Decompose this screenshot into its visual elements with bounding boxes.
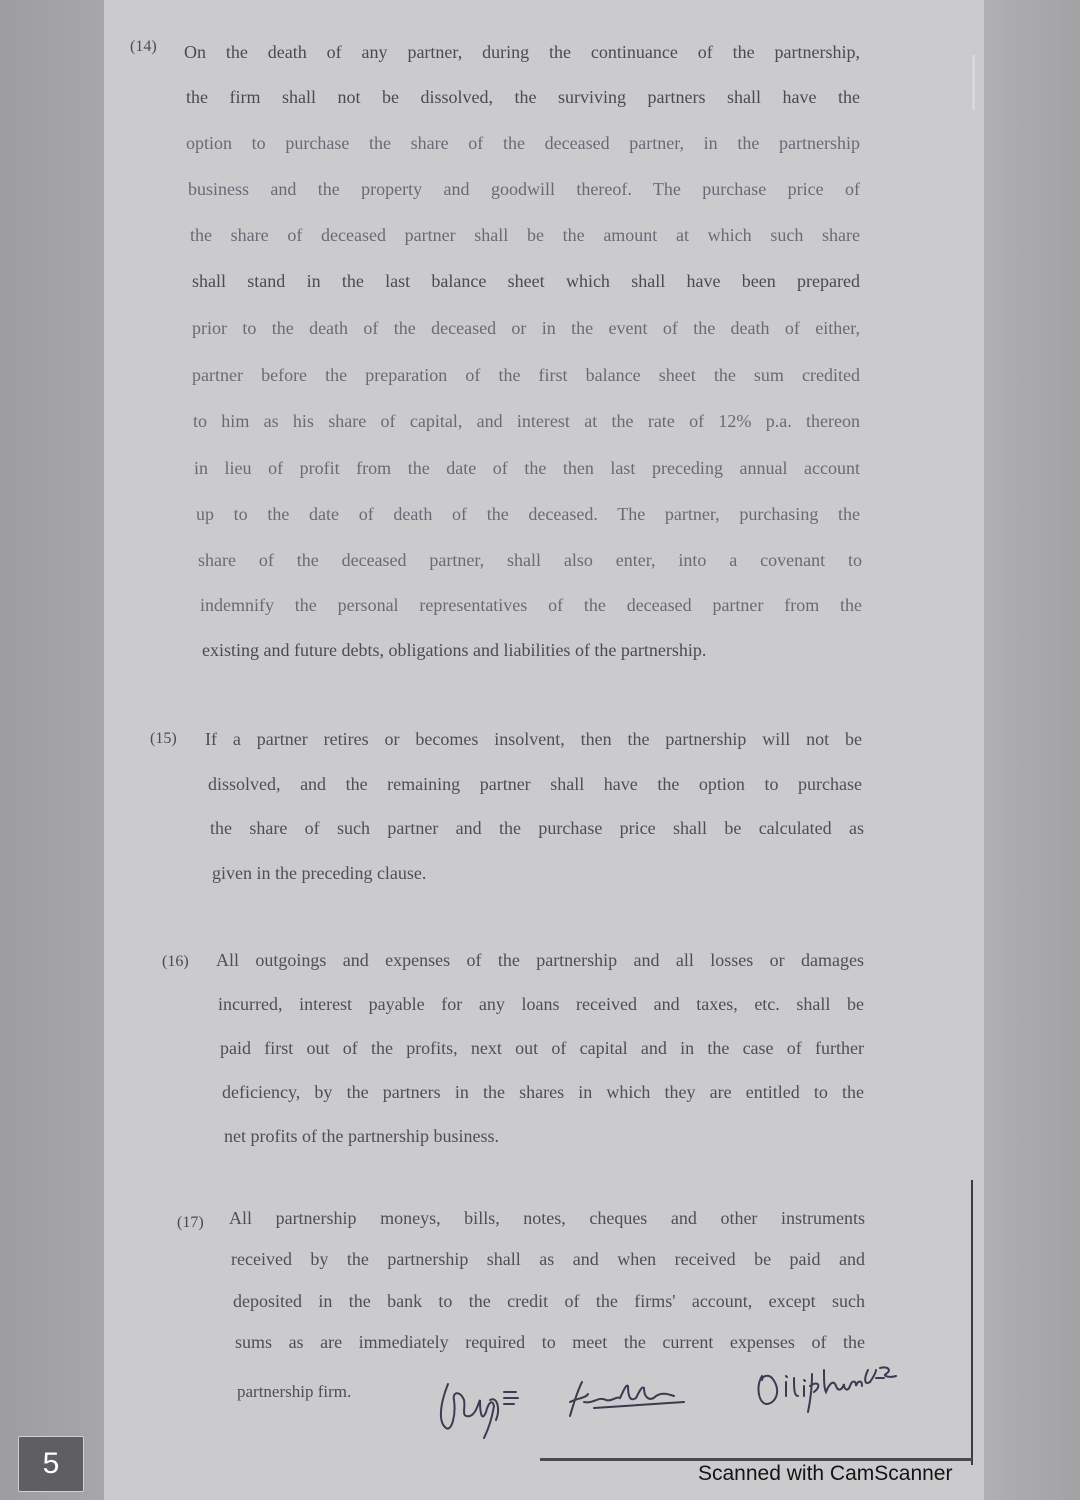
clause-number: (15)	[150, 730, 177, 747]
clause-line: to him as his share of capital, and interest at the rate of 12% p.a. thereon	[193, 411, 860, 431]
page-number-badge: 5	[18, 1436, 84, 1492]
clause-line: paid first out of the profits, next out of capital and in the case of further	[220, 1038, 864, 1058]
clause-line: the share of deceased partner shall be the amount at which such share	[190, 225, 860, 245]
clause-number: (17)	[177, 1214, 204, 1231]
clause-line: business and the property and goodwill thereof. The purchase price of	[188, 179, 860, 199]
signature-ajay	[430, 1370, 530, 1445]
clause-line: prior to the death of the deceased or in the event of the death of either,	[192, 318, 860, 338]
clause-line: sums as are immediately required to meet the current expenses of the	[235, 1332, 865, 1352]
clause-line: option to purchase the share of the deceased partner, in the partnership	[186, 133, 860, 153]
clause-line: shall stand in the last balance sheet which shall have been prepared	[192, 271, 860, 291]
clause-line: the share of such partner and the purchase price shall be calculated as	[210, 818, 864, 838]
left-margin-shadow	[0, 0, 104, 1500]
clause-line: All outgoings and expenses of the partnership and all losses or damages	[216, 950, 864, 970]
clause-line: deficiency, by the partners in the shares in which they are entitled to the	[222, 1082, 864, 1102]
page-edge-mark	[972, 55, 975, 110]
clause-line: the firm shall not be dissolved, the surviving partners shall have the	[186, 87, 860, 107]
clause-line: indemnify the personal representatives of the deceased partner from the	[200, 595, 862, 615]
clause-line: On the death of any partner, during the continuance of the partnership,	[184, 42, 860, 62]
camscanner-watermark: Scanned with CamScanner	[698, 1462, 953, 1485]
clause-line: incurred, interest payable for any loans received and taxes, etc. shall be	[218, 994, 864, 1014]
clause-line: existing and future debts, obligations and liabilities of the partnership.	[202, 640, 707, 660]
right-border-line	[971, 1180, 973, 1465]
clause-number: (14)	[130, 38, 157, 55]
clause-line: partner before the preparation of the first balance sheet the sum credited	[192, 365, 860, 385]
clause-line: given in the preceding clause.	[212, 863, 427, 883]
clause-line: If a partner retires or becomes insolvent, then the partnership will not be	[205, 729, 862, 749]
clause-number: (16)	[162, 953, 189, 970]
right-margin-shadow	[984, 0, 1080, 1500]
bottom-border-line	[540, 1458, 972, 1461]
clause-line: net profits of the partnership business.	[224, 1126, 499, 1146]
clause-line: dissolved, and the remaining partner shall have the option to purchase	[208, 774, 862, 794]
clause-line: received by the partnership shall as and when received be paid and	[231, 1249, 865, 1269]
clause-line: up to the date of death of the deceased. The partner, purchasing the	[196, 504, 860, 524]
clause-line: deposited in the bank to the credit of the firms' account, except such	[233, 1291, 865, 1311]
clause-line: All partnership moneys, bills, notes, cheques and other instruments	[229, 1208, 865, 1228]
clause-line: partnership firm.	[237, 1382, 352, 1401]
clause-line: in lieu of profit from the date of the then last preceding annual account	[194, 458, 860, 478]
signature-kamlesh	[564, 1372, 694, 1422]
signature-dilip-kumar	[752, 1356, 902, 1418]
clause-line: share of the deceased partner, shall also enter, into a covenant to	[198, 550, 862, 570]
